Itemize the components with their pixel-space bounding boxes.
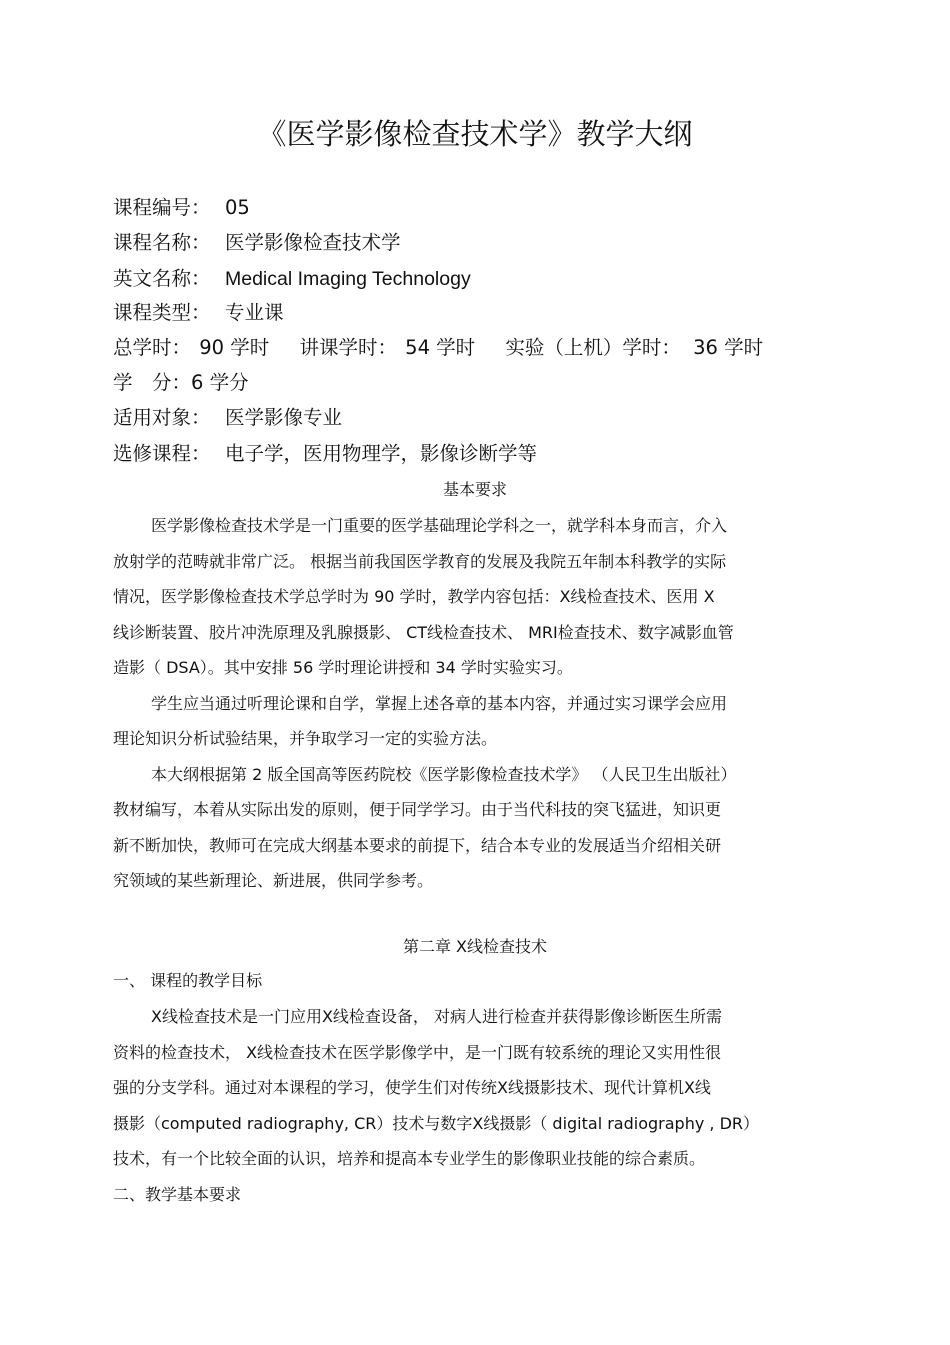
paragraph-line: 造影（ DSA）。其中安排 56 学时理论讲授和 34 学时实验实习。 (113, 658, 573, 677)
paragraph-line: X线检查技术是一门应用X线检查设备， 对病人进行检查并获得影像诊断医生所需 (151, 1007, 723, 1026)
lecture-hours-label: 讲课学时： (299, 336, 397, 359)
english-name-row (113, 264, 471, 294)
course-type-row (113, 298, 284, 328)
basic-requirements-body (113, 508, 736, 899)
paragraph-line: 线诊断装置、胶片冲洗原理及乳腺摄影、 CT线检查技术、 MRI检查技术、数字减影血管 (113, 622, 734, 642)
target-value: 医学影像专业 (225, 406, 343, 429)
credits-label: 学 分： (113, 371, 192, 394)
paragraph-line: 放射学的范畴就非常广泛。 根据当前我国医学教育的发展及我院五年制本科教学的实际 (113, 551, 727, 571)
total-hours-label: 总学时： (113, 336, 192, 359)
chapter2-body (113, 999, 759, 1177)
paragraph-line: 摄影（computed radiography, CR）技术与数字X线摄影（ digital radiography , DR） (113, 1113, 760, 1133)
paragraph-line: 教材编写，本着从实际出发的原则，便于同学学习。由于当代科技的突飞猛进，知识更 (113, 800, 722, 819)
course-name-value: 医学影像检查技术学 (225, 231, 401, 254)
total-hours-value: 90 学时 (199, 336, 270, 359)
paragraph-line: 本大纲根据第 2 版全国高等医药院校《医学影像检查技术学》 （人民卫生出版社） (151, 764, 737, 784)
hours-row (113, 333, 763, 363)
paragraph-line: 技术，有一个比较全面的认识，培养和提高本专业学生的影像职业技能的综合素质。 (113, 1149, 706, 1168)
paragraph-line: 强的分支学科。通过对本课程的学习，使学生们对传统X线摄影技术、现代计算机X线 (113, 1078, 711, 1097)
paragraph-line: 新不断加快，教师可在完成大纲基本要求的前提下，结合本专业的发展适当介绍相关研 (113, 835, 722, 855)
paragraph-line: 理论知识分析试验结果，并争取学习一定的实验方法。 (113, 729, 498, 748)
paragraph-line: 学生应当通过听理论课和自学，掌握上述各章的基本内容，并通过实习课学会应用 (151, 693, 728, 713)
chapter-heading: 第二章 X线检查技术 (402, 937, 548, 956)
course-type-label: 课程类型： (113, 301, 211, 324)
course-code-label: 课程编号： (113, 196, 211, 219)
course-name-row (113, 228, 401, 258)
paragraph-line: 医学影像检查技术学是一门重要的医学基础理论学科之一，就学科本身而言，介入 (151, 516, 728, 535)
credits-value: 6 学分 (191, 371, 249, 394)
course-code-row (113, 193, 250, 223)
target-row (113, 403, 342, 433)
paragraph-line: 情况，医学影像检查技术学总学时为 90 学时，教学内容包括：X线检查技术、医用 X (113, 587, 715, 606)
section1-title: 一、 课程的教学目标 (113, 971, 263, 990)
course-type-value: 专业课 (225, 301, 284, 324)
prerequisites-value: 电子学，医用物理学，影像诊断学等 (225, 442, 538, 465)
english-name-value: Medical Imaging Technology (225, 268, 471, 290)
credits-row (113, 368, 249, 398)
target-label: 适用对象： (113, 406, 211, 429)
paragraph-line: 究领域的某些新理论、新进展，供同学参考。 (113, 871, 434, 890)
prerequisites-row (113, 439, 537, 469)
lab-hours-value: 36 学时 (693, 336, 764, 359)
course-name-label: 课程名称： (113, 231, 211, 254)
document-title: 《医学影像检查技术学》教学大纲 (257, 117, 693, 151)
course-code-value: 05 (225, 196, 250, 219)
english-name-label: 英文名称： (113, 267, 211, 290)
prerequisites-label: 选修课程： (113, 442, 211, 465)
paragraph-line: 资料的检查技术， X线检查技术在医学影像学中，是一门既有较系统的理论又实用性很 (113, 1042, 722, 1062)
lecture-hours-value: 54 学时 (405, 336, 476, 359)
lab-hours-label: 实验（上机）学时： (505, 336, 681, 359)
section2-title: 二、教学基本要求 (113, 1185, 242, 1204)
basic-requirements-heading: 基本要求 (442, 480, 507, 499)
